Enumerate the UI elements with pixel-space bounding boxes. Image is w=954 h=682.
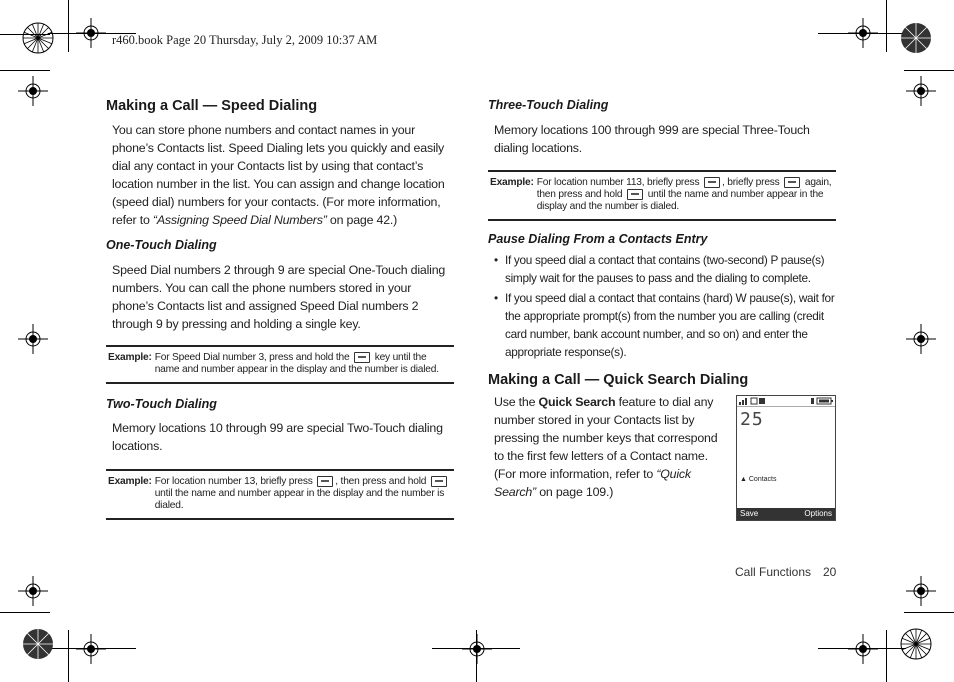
list-item: • If you speed dial a contact that contains (hard) W pause(s), wait for the appropriate prompt(s) from the number you are calling (credit card number, bank account number, and so on) and enter the appropriate response(s). bbox=[488, 289, 838, 361]
crop-mark bbox=[886, 0, 887, 52]
registration-mark-icon bbox=[848, 634, 878, 664]
key-3-icon bbox=[431, 476, 447, 487]
subheading-one-touch: One-Touch Dialing bbox=[106, 238, 217, 252]
soft-key-save: Save bbox=[740, 509, 759, 518]
contacts-label: Contacts bbox=[748, 476, 777, 483]
example-box-three-touch bbox=[488, 170, 836, 221]
starburst-mark-icon bbox=[900, 628, 932, 660]
registration-mark-icon bbox=[76, 634, 106, 664]
example-label: Example: bbox=[108, 476, 152, 488]
starburst-mark-icon bbox=[22, 628, 54, 660]
quick-part: feature to dial any number stored in your Contacts list by pressing the number keys that correspond to the first few letters of a Contact name. (For more information, refer to bbox=[494, 395, 718, 482]
registration-mark-icon bbox=[18, 76, 48, 106]
example-part: For Speed Dial number 3, press and hold the bbox=[154, 352, 350, 364]
phone-status-bar bbox=[737, 396, 835, 407]
key-1-icon bbox=[317, 476, 333, 487]
example-part: until the name and number appear in the display and the number is dialed. bbox=[154, 488, 445, 512]
speed-dialing-intro bbox=[106, 121, 456, 229]
registration-mark-icon bbox=[462, 634, 492, 664]
footer-section: Call Functions bbox=[735, 565, 812, 579]
crop-mark bbox=[818, 33, 906, 34]
intro-page-ref: on page 42.) bbox=[326, 213, 398, 227]
example-text bbox=[537, 177, 834, 213]
key-1-icon bbox=[704, 177, 720, 188]
registration-mark-icon bbox=[906, 576, 936, 606]
registration-mark-icon bbox=[906, 76, 936, 106]
contacts-hint: ▲ Contacts bbox=[740, 476, 777, 483]
example-label: Example: bbox=[490, 177, 534, 188]
quick-search-term: Quick Search bbox=[538, 395, 616, 410]
example-part: For location number 113, briefly press bbox=[536, 177, 700, 189]
quick-part: Use the bbox=[494, 395, 539, 410]
example-part: , then press and hold bbox=[335, 476, 427, 488]
example-part: until the name and number appear in the display and the number is dialed. bbox=[536, 189, 824, 213]
phone-screen-illustration bbox=[736, 395, 836, 521]
left-column bbox=[106, 96, 456, 520]
section-title-speed-dialing: Making a Call — Speed Dialing bbox=[106, 98, 318, 114]
starburst-mark-icon bbox=[22, 22, 54, 54]
crop-mark bbox=[886, 630, 887, 682]
soft-key-options: Options bbox=[804, 509, 832, 518]
subheading-two-touch: Two-Touch Dialing bbox=[106, 397, 217, 412]
example-box-one-touch bbox=[106, 345, 454, 384]
example-part: again, then press and hold bbox=[536, 177, 832, 201]
crop-mark bbox=[904, 70, 954, 71]
example-part: , briefly press bbox=[722, 177, 780, 189]
crop-mark bbox=[48, 648, 136, 649]
section-title-quick-search: Making a Call — Quick Search Dialing bbox=[488, 372, 749, 389]
intro-text: You can store phone numbers and contact names in your phone’s Contacts list. Speed Dialing lets you quickly and easily dial any contact in your Contacts list by using that contact’s location number in the list. You can assign and change location (speed dial) numbers for your contacts. (For more information, refer to bbox=[112, 123, 445, 227]
crop-mark bbox=[904, 612, 954, 613]
registration-mark-icon bbox=[906, 324, 936, 354]
key-1-icon bbox=[784, 177, 800, 188]
footer-page-number: 20 bbox=[823, 565, 837, 579]
battery-icon bbox=[811, 397, 833, 405]
key-3-icon bbox=[627, 189, 643, 200]
crop-mark bbox=[818, 648, 906, 649]
soft-key-bar bbox=[737, 508, 835, 520]
registration-mark-icon bbox=[18, 576, 48, 606]
crop-mark bbox=[68, 0, 69, 52]
crop-mark bbox=[68, 630, 69, 682]
registration-mark-icon bbox=[18, 324, 48, 354]
intro-reference: “Assigning Speed Dial Numbers” bbox=[152, 213, 327, 227]
list-item: • If you speed dial a contact that contains (two-second) P pause(s) simply wait for the pauses to pass and the dialing to complete. bbox=[488, 251, 838, 287]
starburst-mark-icon bbox=[900, 22, 932, 54]
print-header: r460.book Page 20 Thursday, July 2, 2009 10:37 AM bbox=[112, 33, 378, 47]
quick-page-ref: on page 109.) bbox=[536, 485, 614, 500]
dialed-digits: 25 bbox=[740, 409, 764, 430]
two-touch-text: Memory locations 10 through 99 are special Two-Touch dialing locations. bbox=[112, 421, 443, 454]
key-3-icon bbox=[354, 352, 370, 363]
example-box-two-touch bbox=[106, 469, 454, 520]
example-part: For location number 13, briefly press bbox=[154, 476, 313, 488]
example-text bbox=[155, 352, 452, 376]
example-part: key until the name and number appear in the display and the number is dialed. bbox=[154, 352, 439, 376]
crop-mark bbox=[0, 70, 50, 71]
quick-search-text bbox=[488, 393, 722, 501]
pause-bullet-list bbox=[488, 251, 838, 361]
one-touch-text: Speed Dial numbers 2 through 9 are special One-Touch dialing numbers. You can call the phone numbers stored in your phone’s Contacts list and assigned Speed Dial numbers 2 through 9 by pressing and holding a single key. bbox=[112, 263, 446, 331]
signal-icon bbox=[739, 397, 767, 405]
three-touch-text: Memory locations 100 through 999 are special Three-Touch dialing locations. bbox=[494, 123, 810, 155]
quick-reference: “Quick Search” bbox=[494, 467, 691, 500]
crop-mark bbox=[0, 612, 50, 613]
subheading-three-touch: Three-Touch Dialing bbox=[488, 98, 609, 112]
subheading-pause-dialing: Pause Dialing From a Contacts Entry bbox=[488, 232, 708, 247]
example-label: Example: bbox=[108, 352, 152, 363]
example-text bbox=[155, 476, 452, 512]
crop-mark bbox=[476, 630, 477, 682]
